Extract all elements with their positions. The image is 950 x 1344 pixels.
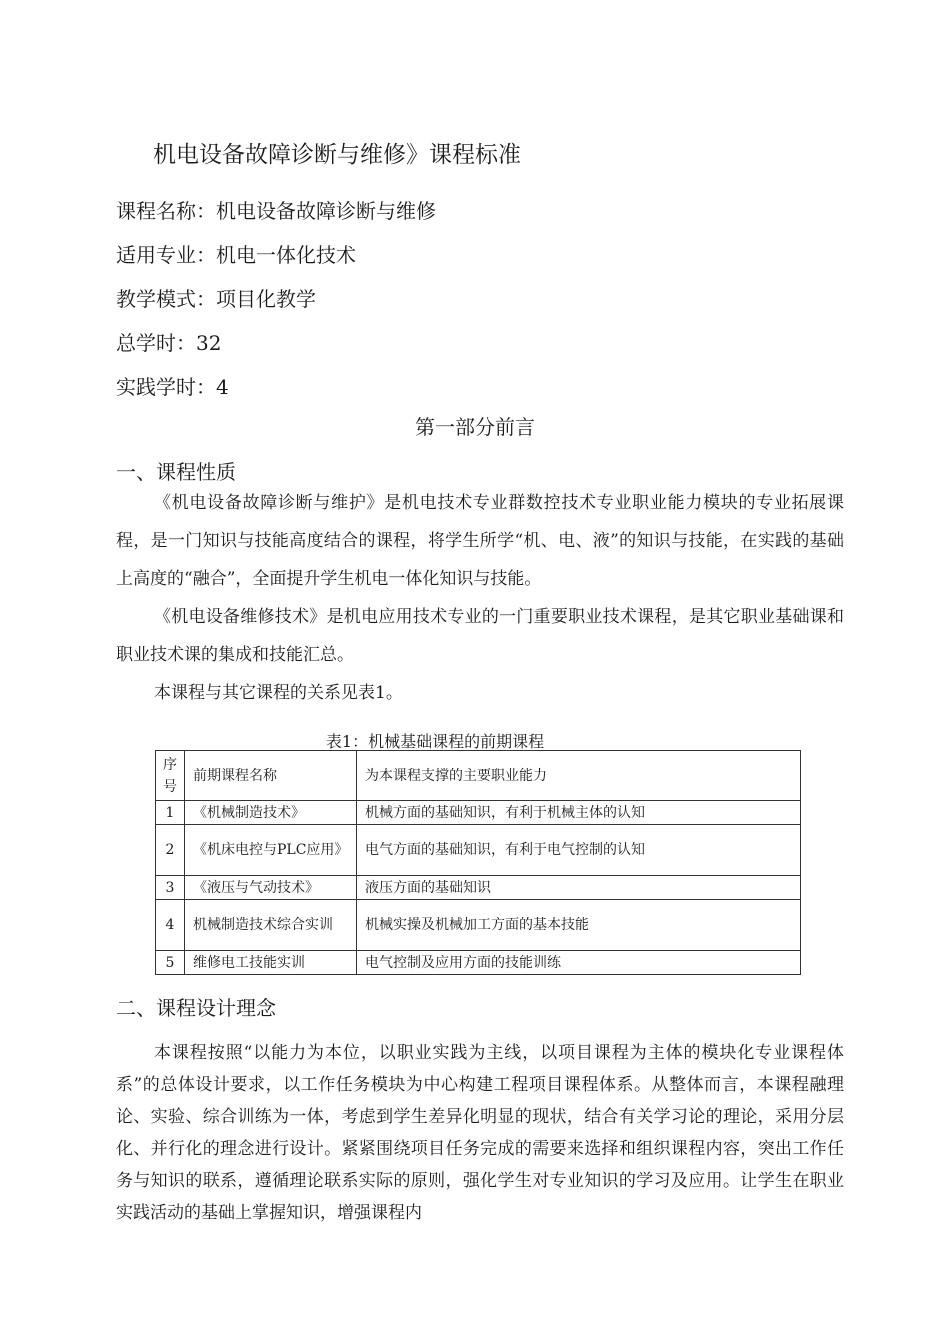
table-row (156, 900, 801, 951)
meta-major: 适用专业：机电一体化技术 (116, 243, 356, 267)
meta-practice-hours: 实践学时：4 (116, 375, 229, 399)
cell-ability: 液压方面的基础知识 (357, 876, 801, 900)
table-caption: 表1：机械基础课程的前期课程 (325, 732, 545, 751)
cell-course-name: 《机械制造技术》 (185, 801, 357, 825)
cell-course-name: 《液压与气动技术》 (185, 876, 357, 900)
cell-course-name: 维修电工技能实训 (185, 951, 357, 975)
document-title: 机电设备故障诊断与维修》课程标准 (153, 142, 521, 168)
table-row (156, 876, 801, 900)
part-title: 第一部分前言 (415, 415, 535, 439)
section-heading-nature: 一、课程性质 (116, 460, 236, 484)
table-row (156, 825, 801, 876)
cell-seq: 1 (156, 801, 185, 825)
table-row (156, 951, 801, 975)
meta-course-name: 课程名称：机电设备故障诊断与维修 (116, 199, 436, 223)
cell-course-name: 机械制造技术综合实训 (185, 900, 357, 951)
cell-course-name: 《机床电控与PLC应用》 (185, 825, 357, 876)
table-row (156, 801, 801, 825)
header-course-name: 前期课程名称 (185, 751, 357, 801)
cell-seq: 3 (156, 876, 185, 900)
section-heading-design: 二、课程设计理念 (116, 996, 276, 1020)
table-header-row (156, 751, 801, 801)
cell-seq: 4 (156, 900, 185, 951)
meta-total-hours: 总学时：32 (116, 331, 222, 355)
prerequisite-courses-table (155, 750, 801, 975)
paragraph-nature-1: 《机电设备故障诊断与维护》是机电技术专业群数控技术专业职业能力模块的专业拓展课程，是一门知识与技能高度结合的课程，将学生所学“机、电、液”的知识与技能，在实践的基础上高度的“融合”，全面提升学生机电一体化知识与技能。 (116, 493, 844, 589)
paragraph-nature-2: 《机电设备维修技术》是机电应用技术专业的一门重要职业技术课程，是其它职业基础课和职业技术课的集成和技能汇总。 (116, 607, 844, 665)
header-ability: 为本课程支撑的主要职业能力 (357, 751, 801, 801)
cell-ability: 机械方面的基础知识，有利于机械主体的认知 (357, 801, 801, 825)
meta-teaching-mode: 教学模式：项目化教学 (116, 287, 316, 311)
paragraph-design-1: 本课程按照“以能力为本位，以职业实践为主线，以项目课程为主体的模块化专业课程体系”的总体设计要求，以工作任务模块为中心构建工程项目课程体系。从整体而言，本课程融理论、实验、综合训练为一体，考虑到学生差异化明显的现状，结合有关学习论的理论，采用分层化、并行化的理念进行设计。紧紧围绕项目任务完成的需要来选择和组织课程内容，突出工作任务与知识的联系，遵循理论联系实际的原则，强化学生对专业知识的学习及应用。让学生在职业实践活动的基础上掌握知识，增强课程内 (116, 1043, 844, 1223)
paragraph-nature-3: 本课程与其它课程的关系见表1。 (154, 683, 403, 703)
cell-ability: 机械实操及机械加工方面的基本技能 (357, 900, 801, 951)
header-seq: 序号 (156, 751, 185, 801)
cell-seq: 5 (156, 951, 185, 975)
cell-seq: 2 (156, 825, 185, 876)
cell-ability: 电气方面的基础知识，有利于电气控制的认知 (357, 825, 801, 876)
cell-ability: 电气控制及应用方面的技能训练 (357, 951, 801, 975)
